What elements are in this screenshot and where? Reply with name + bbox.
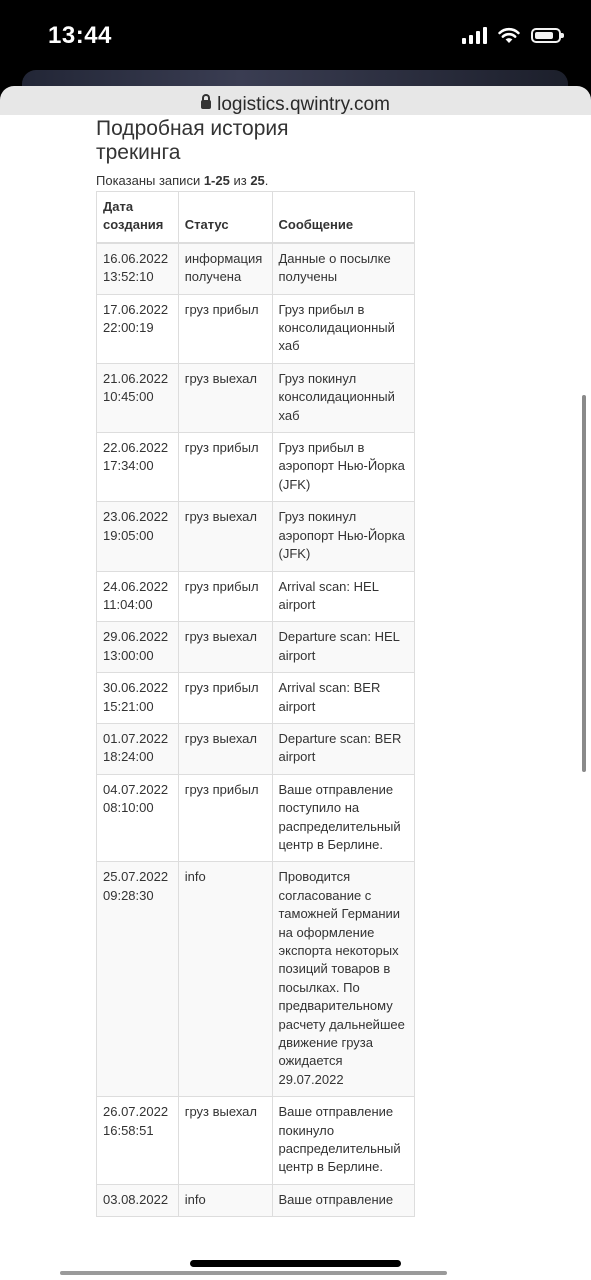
cell-date xyxy=(97,363,179,432)
header-message[interactable]: Сообщение xyxy=(272,192,415,243)
cell-date-time: 13:00:00 xyxy=(103,647,154,663)
cell-status: груз выехал xyxy=(178,622,272,673)
table-row xyxy=(97,502,415,571)
page-title xyxy=(96,117,436,165)
cell-status: груз прибыл xyxy=(178,433,272,502)
status-time: 13:44 xyxy=(48,22,112,49)
cell-status: груз прибыл xyxy=(178,294,272,363)
records-prefix: Показаны записи xyxy=(96,173,204,188)
cell-date-day: 23.06.2022 xyxy=(103,509,169,525)
cell-date xyxy=(97,723,179,774)
cell-status: груз прибыл xyxy=(178,774,272,862)
cell-date-day: 03.08.2022 xyxy=(103,1191,169,1207)
table-row xyxy=(97,1097,415,1185)
cell-message: Departure scan: BER airport xyxy=(272,723,415,774)
cell-date-time: 15:21:00 xyxy=(103,698,154,714)
cell-date-time: 08:10:00 xyxy=(103,800,154,816)
cell-message: Проводится согласование с таможней Германии на оформление экспорта некоторых позиций товаров в посылках. По предварительному расчету дальнейшее движение груза ожидается 29.07.2022 xyxy=(272,862,415,1097)
cell-date-day: 29.06.2022 xyxy=(103,629,169,645)
cell-date-time: 19:05:00 xyxy=(103,527,154,543)
cell-date xyxy=(97,1097,179,1185)
table-row xyxy=(97,1184,415,1216)
table-row xyxy=(97,294,415,363)
records-suffix: . xyxy=(264,173,269,188)
cell-date xyxy=(97,673,179,724)
cell-message: Departure scan: HEL airport xyxy=(272,622,415,673)
cell-date-day: 16.06.2022 xyxy=(103,250,169,266)
cell-date-day: 24.06.2022 xyxy=(103,578,169,594)
table-row xyxy=(97,571,415,622)
table-row xyxy=(97,774,415,862)
table-row xyxy=(97,862,415,1097)
status-icons xyxy=(462,26,561,44)
address-bar[interactable] xyxy=(0,94,591,116)
web-page xyxy=(0,115,591,1280)
cell-status: груз прибыл xyxy=(178,571,272,622)
table-row xyxy=(97,622,415,673)
table-header-row xyxy=(97,192,415,243)
wifi-icon xyxy=(497,26,521,44)
cell-date-day: 04.07.2022 xyxy=(103,781,169,797)
cell-message: Груз прибыл в консолидационный хаб xyxy=(272,294,415,363)
cell-date-time: 11:04:00 xyxy=(103,596,153,612)
page-title-line2: трекинга xyxy=(96,141,181,164)
cell-message: Груз покинул консолидационный хаб xyxy=(272,363,415,432)
cell-status: информация получена xyxy=(178,243,272,294)
cell-message: Ваше отправление xyxy=(272,1184,415,1216)
cell-date xyxy=(97,622,179,673)
cell-date-time: 09:28:30 xyxy=(103,887,154,903)
cell-date xyxy=(97,433,179,502)
cell-message: Данные о посылке получены xyxy=(272,243,415,294)
cell-date-time: 16:58:51 xyxy=(103,1122,154,1138)
cell-message: Груз покинул аэропорт Нью-Йорка (JFK) xyxy=(272,502,415,571)
cell-date xyxy=(97,502,179,571)
tracking-history-table xyxy=(96,191,415,1217)
cell-date xyxy=(97,294,179,363)
cell-date-day: 01.07.2022 xyxy=(103,730,169,746)
cell-message: Груз прибыл в аэропорт Нью-Йорка (JFK) xyxy=(272,433,415,502)
cell-status: груз выехал xyxy=(178,723,272,774)
cell-date xyxy=(97,1184,179,1216)
cell-date-time: 22:00:19 xyxy=(103,320,154,336)
table-row xyxy=(97,673,415,724)
cell-message: Ваше отправление поступило на распределительный центр в Берлине. xyxy=(272,774,415,862)
url-text: logistics.qwintry.com xyxy=(217,94,390,115)
cell-status: груз выехал xyxy=(178,502,272,571)
page-title-line1: Подробная история xyxy=(96,117,289,140)
records-total: 25 xyxy=(250,173,265,188)
cell-date-time: 17:34:00 xyxy=(103,458,154,474)
cell-message: Ваше отправление покинуло распределительный центр в Берлине. xyxy=(272,1097,415,1185)
header-status[interactable]: Статус xyxy=(178,192,272,243)
lock-icon xyxy=(201,100,211,109)
header-date[interactable]: Дата создания xyxy=(97,192,179,243)
home-indicator[interactable] xyxy=(190,1260,401,1267)
cell-status: info xyxy=(178,862,272,1097)
cell-date xyxy=(97,862,179,1097)
cell-date-day: 17.06.2022 xyxy=(103,301,169,317)
records-summary xyxy=(96,173,436,188)
cell-date-time: 18:24:00 xyxy=(103,749,154,765)
battery-icon xyxy=(531,28,561,43)
vertical-scrollbar[interactable] xyxy=(582,395,586,772)
records-middle: из xyxy=(229,173,251,188)
table-row xyxy=(97,363,415,432)
page-content xyxy=(96,115,436,1217)
cell-date-day: 21.06.2022 xyxy=(103,370,169,386)
cell-date-day: 22.06.2022 xyxy=(103,440,169,456)
cell-date-time: 13:52:10 xyxy=(103,269,154,285)
cell-date-day: 30.06.2022 xyxy=(103,680,169,696)
cell-date-day: 25.07.2022 xyxy=(103,869,169,885)
records-range: 1-25 xyxy=(203,173,230,188)
cell-status: груз выехал xyxy=(178,363,272,432)
cell-status: груз выехал xyxy=(178,1097,272,1185)
cell-date-time: 10:45:00 xyxy=(103,389,154,405)
cell-message: Arrival scan: HEL airport xyxy=(272,571,415,622)
cell-date-day: 26.07.2022 xyxy=(103,1104,169,1120)
table-row xyxy=(97,243,415,294)
horizontal-scrollbar[interactable] xyxy=(60,1271,447,1275)
cell-date xyxy=(97,774,179,862)
status-bar xyxy=(0,0,591,70)
cell-status: info xyxy=(178,1184,272,1216)
table-row xyxy=(97,723,415,774)
table-row xyxy=(97,433,415,502)
cellular-signal-icon xyxy=(462,26,487,44)
cell-date xyxy=(97,243,179,294)
cell-message: Arrival scan: BER airport xyxy=(272,673,415,724)
cell-date xyxy=(97,571,179,622)
cell-status: груз прибыл xyxy=(178,673,272,724)
